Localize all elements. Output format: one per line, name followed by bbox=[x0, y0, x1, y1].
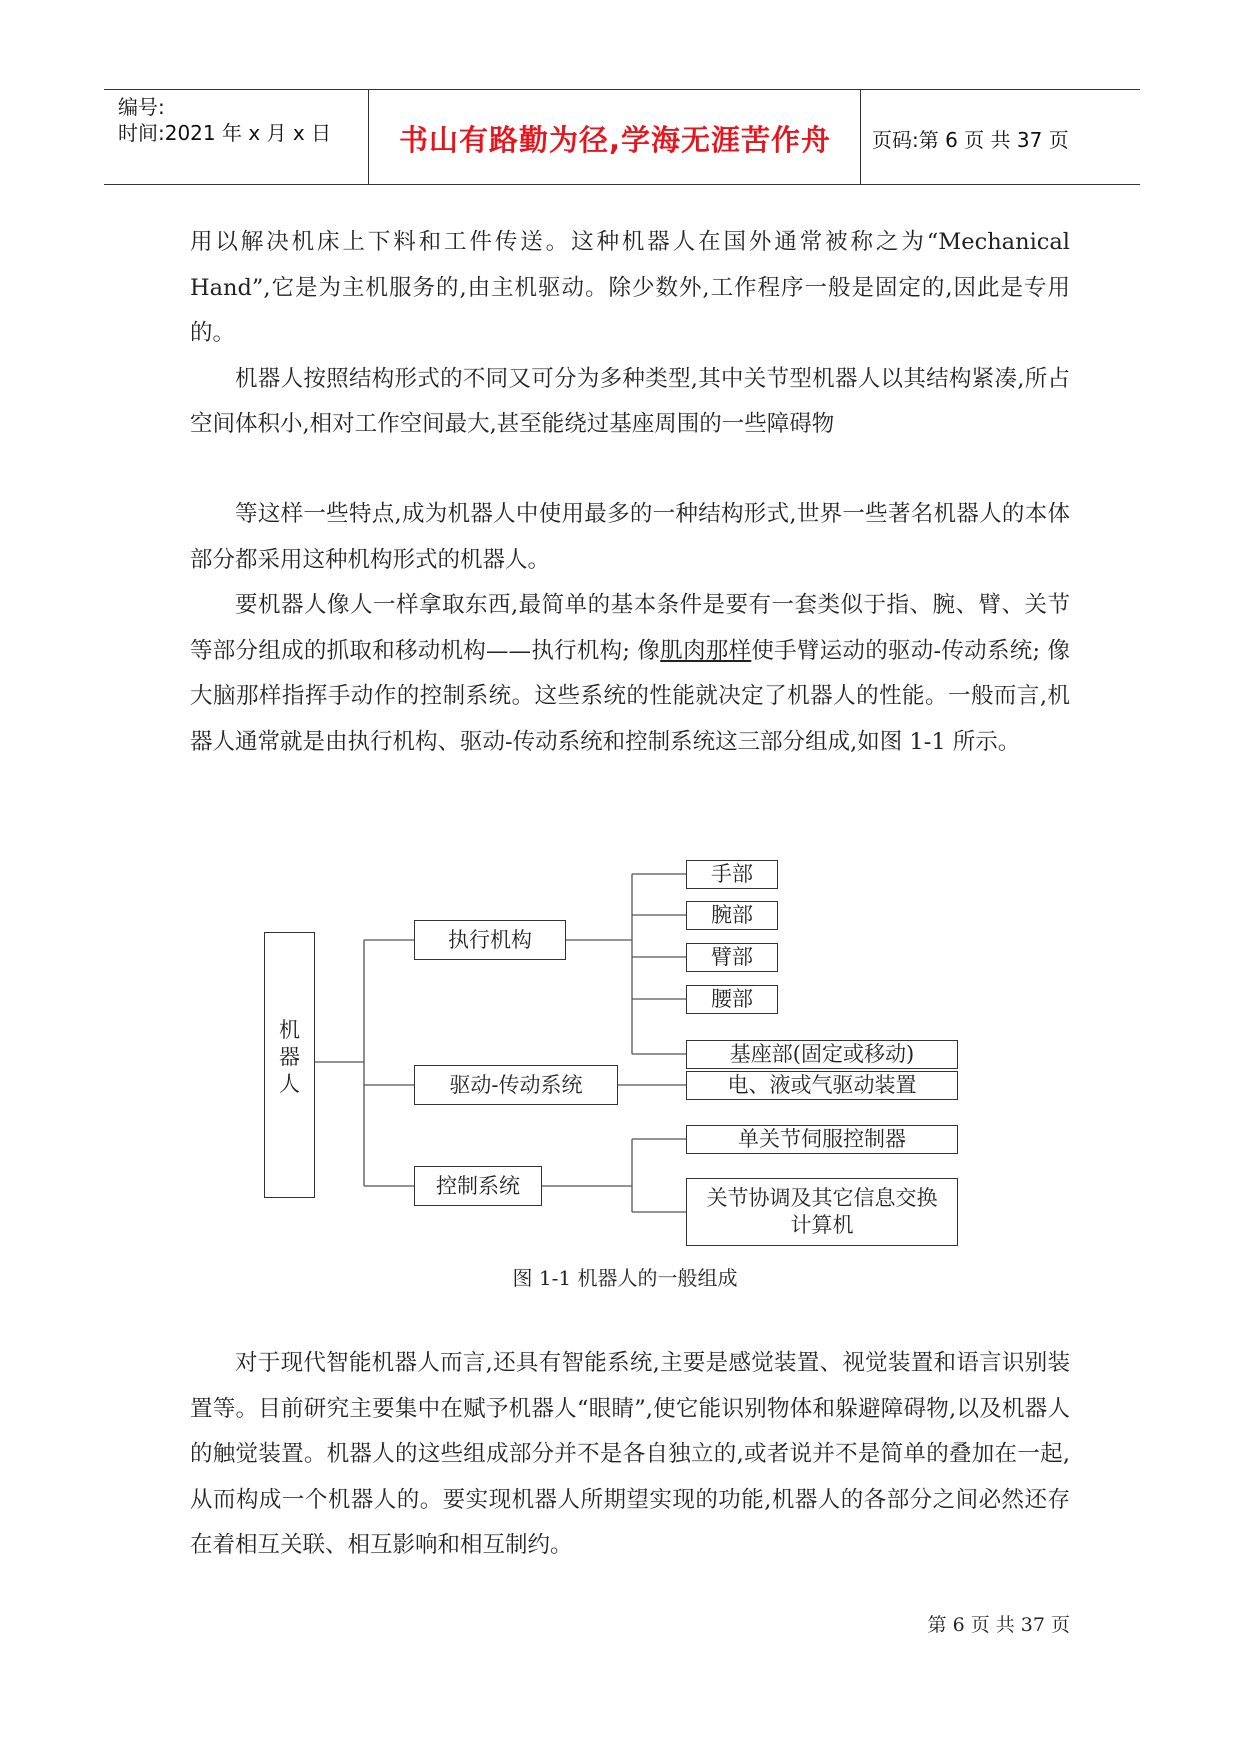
leaf-box-wrist bbox=[686, 901, 778, 930]
paragraph: 对于现代智能机器人而言,还具有智能系统,主要是感觉装置、视觉装置和语言识别装置等。目前研究主要集中在赋予机器人“眼睛”,使它能识别物体和躲避障碍物,以及机器人的触觉装置。机器人的这些组成部分并不是各自独立的,或者说并不是简单的叠加在一起,从而构成一个机器人的。要实现机器人所期望实现的功能,机器人的各部分之间必然还存在着相互关联、相互影响和相互制约。 bbox=[190, 1350, 1070, 1558]
root-label: 机器人 bbox=[279, 1018, 300, 1096]
paragraph-text: 使手臂运动的驱动-传动系统; 像大脑那样指挥手动作的控制系统。这些系统的性能就决定了机器人的性能。一般而言,机器人通常就是由执行机构、驱动-传动系统和控制系统这三部分组成,如图 1-1 所示。 bbox=[190, 637, 1070, 755]
leaf-box-base bbox=[686, 1040, 958, 1069]
branch-box-exec bbox=[414, 920, 566, 960]
paragraph-text: 要机器人像人一样拿取东西,最简单的基本条件是要有一套类似于指、腕、臂、关节等部分组成的抓取和移动机构——执行机构; 像 bbox=[190, 592, 1070, 664]
leaf-box-arm bbox=[686, 943, 778, 972]
paragraph: 等这样一些特点,成为机器人中使用最多的一种结构形式,世界一些著名机器人的本体部分都采用这种机构形式的机器人。 bbox=[190, 501, 1070, 573]
leaf-box-joint-servo bbox=[686, 1125, 958, 1154]
leaf-label: 臂部 bbox=[711, 945, 753, 969]
body-section-2 bbox=[190, 492, 1070, 765]
branch-label: 驱动-传动系统 bbox=[449, 1073, 583, 1097]
leaf-label: 腕部 bbox=[711, 903, 753, 927]
header-meta bbox=[118, 94, 364, 146]
leaf-label: 电、液或气驱动装置 bbox=[727, 1073, 917, 1097]
leaf-label: 计算机 bbox=[790, 1213, 854, 1237]
paragraph bbox=[190, 583, 1070, 765]
branch-box-drive bbox=[414, 1065, 618, 1105]
leaf-label: 关节协调及其它信息交换 bbox=[706, 1186, 938, 1210]
robot-composition-diagram bbox=[270, 856, 980, 1256]
body-section-3 bbox=[190, 1341, 1070, 1569]
paragraph: 机器人按照结构形式的不同又可分为多种类型,其中关节型机器人以其结构紧凑,所占空间体积小,相对工作空间最大,甚至能绕过基座周围的一些障碍物 bbox=[190, 365, 1070, 437]
leaf-label: 手部 bbox=[711, 862, 753, 886]
header-motto: 书山有路勤为径,学海无涯苦作舟 bbox=[398, 123, 832, 157]
root-box bbox=[264, 932, 315, 1198]
header-page-info: 页码:第 6 页 共 37 页 bbox=[872, 128, 1069, 152]
body-section-1 bbox=[190, 220, 1070, 448]
header-divider bbox=[368, 90, 369, 184]
leaf-label: 腰部 bbox=[711, 987, 753, 1011]
page-number: 第 6 页 共 37 页 bbox=[927, 1614, 1070, 1636]
header-divider bbox=[860, 90, 861, 184]
branch-label: 执行机构 bbox=[448, 928, 532, 952]
header-time-label: 时间:2021 年 x 月 x 日 bbox=[118, 121, 332, 145]
leaf-box-computer bbox=[686, 1178, 958, 1246]
header-code-label: 编号: bbox=[118, 95, 165, 119]
leaf-box-hand bbox=[686, 860, 778, 889]
paragraph: 用以解决机床上下料和工件传送。这种机器人在国外通常被称之为“Mechanical Hand”,它是为主机服务的,由主机驱动。除少数外,工作程序一般是固定的,因此是专用的。 bbox=[190, 229, 1070, 346]
branch-label: 控制系统 bbox=[436, 1174, 520, 1198]
leaf-label: 基座部(固定或移动) bbox=[729, 1042, 915, 1066]
underlined-phrase: 肌肉那样 bbox=[660, 637, 752, 664]
leaf-box-actuator bbox=[686, 1071, 958, 1100]
leaf-label: 单关节伺服控制器 bbox=[738, 1127, 906, 1151]
figure-caption: 图 1-1 机器人的一般组成 bbox=[512, 1266, 738, 1290]
leaf-box-waist bbox=[686, 985, 778, 1014]
branch-box-control bbox=[414, 1166, 542, 1206]
page-header bbox=[104, 89, 1140, 185]
